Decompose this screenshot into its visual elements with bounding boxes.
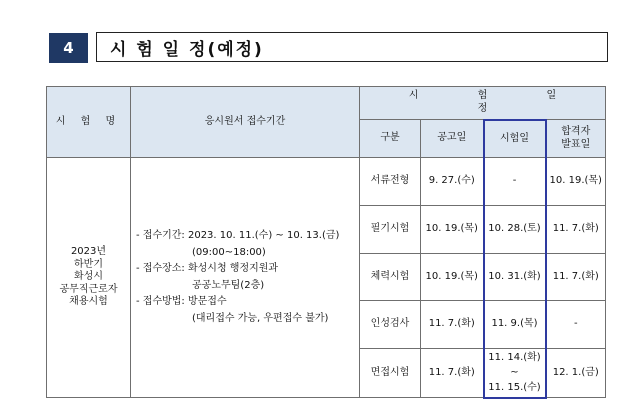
exam-title-line: 화성시 <box>74 271 103 283</box>
exam-schedule-table <box>46 86 606 399</box>
header-exam-schedule: 시 험 일 정 <box>360 87 606 120</box>
row-category: 필기시험 <box>360 206 421 254</box>
exam-date-line: ~ <box>510 367 519 379</box>
row-exam-date <box>484 349 546 398</box>
row-notice-date: 10. 19.(목) <box>421 254 484 301</box>
application-info-line: - 접수방법: 방문접수 <box>136 296 227 307</box>
row-notice-date: 9. 27.(수) <box>421 158 484 206</box>
header-exam-name: 시 험 명 <box>47 87 131 158</box>
row-exam-date: 10. 28.(토) <box>484 206 546 254</box>
exam-title-line: 2023년 <box>70 246 107 258</box>
header-category: 구분 <box>360 120 421 158</box>
section-title: 시 험 일 정(예정) <box>96 32 608 62</box>
row-notice-date: 10. 19.(목) <box>421 206 484 254</box>
header-result-line1: 합격자 <box>561 126 591 137</box>
exam-date-line: 11. 14.(화) <box>488 352 541 364</box>
row-category: 인성검사 <box>360 301 421 349</box>
row-category: 서류전형 <box>360 158 421 206</box>
application-info-line: (09:00~18:00) <box>192 246 266 258</box>
header-result-line2: 발표일 <box>561 138 591 150</box>
exam-date-line: 11. 15.(수) <box>488 382 541 394</box>
row-exam-date: - <box>484 158 546 206</box>
row-exam-date: 10. 31.(화) <box>484 254 546 301</box>
section-number: 4 <box>49 33 88 63</box>
row-notice-date: 11. 7.(화) <box>421 349 484 398</box>
exam-title-line: 채용시험 <box>69 296 108 308</box>
exam-title-line: 공무직근로자 <box>59 283 118 295</box>
row-result-date: 11. 7.(화) <box>546 206 606 254</box>
row-notice-date: 11. 7.(화) <box>421 301 484 349</box>
row-result-date: 11. 7.(화) <box>546 254 606 301</box>
header-result-date <box>546 120 606 158</box>
table-row <box>47 158 606 206</box>
application-info-line: (대리접수 가능, 우편접수 불가) <box>192 312 329 324</box>
row-result-date: 12. 1.(금) <box>546 349 606 398</box>
exam-title-line: 하반기 <box>74 258 103 270</box>
row-result-date: - <box>546 301 606 349</box>
row-exam-date: 11. 9.(목) <box>484 301 546 349</box>
application-info-line: - 접수장소: 화성시청 행정지원과 <box>136 263 279 274</box>
row-result-date: 10. 19.(목) <box>546 158 606 206</box>
header-exam-date: 시험일 <box>484 120 546 158</box>
row-category: 체력시험 <box>360 254 421 301</box>
application-info-line: - 접수기간: 2023. 10. 11.(수) ~ 10. 13.(금) <box>136 230 340 241</box>
row-category: 면접시험 <box>360 349 421 398</box>
header-application-period: 응시원서 접수기간 <box>131 87 360 158</box>
application-info-line: 공공노무팀(2층) <box>192 279 265 291</box>
application-info <box>131 158 360 398</box>
exam-title <box>47 158 131 398</box>
header-notice-date: 공고일 <box>421 120 484 158</box>
